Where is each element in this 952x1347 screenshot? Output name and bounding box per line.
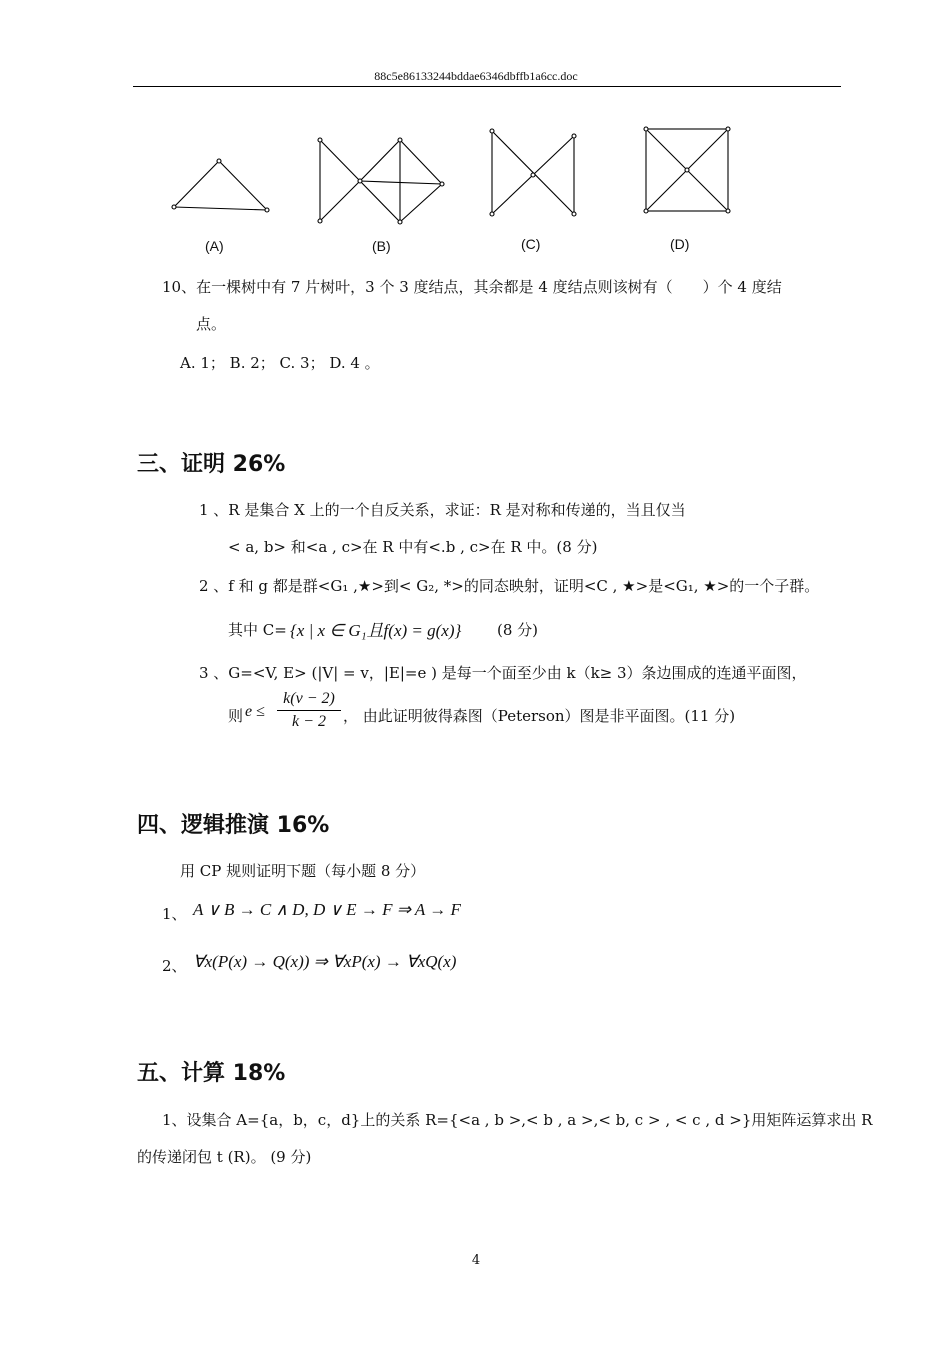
section5-p1-line2: 的传递闭包 t (R)。 (9 分)	[137, 1148, 312, 1166]
section4-p2-math: ∀x(P(x) → Q(x)) ⇒ ∀xP(x) → ∀xQ(x)	[193, 952, 457, 971]
section5-heading: 五、计算 18%	[137, 1061, 286, 1086]
section3-p1-line2: < a, b> 和<a , c>在 R 中有<.b , c>在 R 中。(8 分)	[228, 538, 598, 556]
graph-label-b: (B)	[372, 238, 391, 254]
section3-p3-rest: ， 由此证明彼得森图（Peterson）图是非平面图。(11 分)	[343, 707, 736, 725]
section3-p3-fraction	[277, 690, 341, 731]
fraction-denominator: k − 2	[292, 713, 326, 730]
section3-p3-lhs: e ≤	[245, 703, 265, 720]
header-filename: 88c5e86133244bddae6346dbffb1a6cc.doc	[374, 69, 578, 83]
fraction-bar	[277, 710, 341, 711]
section3-p3-line1: 3 、G=<V, E> (|V| = v，|E|=e ) 是每一个面至少由 k（k≥ 3）条边围成的连通平面图，	[199, 664, 807, 682]
graph-label-d: (D)	[670, 236, 690, 252]
section4-p1-math: A ∨ B → C ∧ D, D ∨ E → F ⇒ A → F	[193, 900, 461, 919]
graph-label-a: (A)	[205, 238, 224, 254]
section4-intro: 用 CP 规则证明下题（每小题 8 分）	[180, 862, 426, 880]
section3-p1-line1: 1 、R 是集合 X 上的一个自反关系，求证：R 是对称和传递的，当且仅当	[199, 501, 686, 519]
q10-line1: 10、在一棵树中有 7 片树叶，3 个 3 度结点，其余都是 4 度结点则该树有（ ）个 4 度结	[162, 278, 782, 296]
section3-p2-math: {x | x ∈ G₁且f(x) = g(x)}	[290, 621, 462, 640]
q10-line2: 点。	[196, 315, 227, 333]
fraction-numerator: k(v − 2)	[283, 690, 335, 707]
graph-d	[0, 0, 952, 240]
section3-p2-prefix: 其中 C=	[228, 621, 287, 639]
section3-p2-score: (8 分)	[497, 621, 539, 639]
section5-p1-line1: 1、设集合 A={a，b，c，d}上的关系 R={<a , b >,< b , a >,< b, c > , < c , d >}用矩阵运算求出 R	[162, 1111, 873, 1129]
section3-heading: 三、证明 26%	[137, 452, 286, 477]
q10-options: A. 1； B. 2； C. 3； D. 4 。	[180, 354, 380, 372]
section4-heading: 四、逻辑推演 16%	[137, 813, 330, 838]
section3-p3-prefix: 则	[228, 707, 244, 725]
graph-label-c: (C)	[521, 236, 541, 252]
section4-p1-num: 1、	[162, 905, 187, 923]
section3-p2-line1: 2 、f 和 g 都是群<G₁ ,★>到< G₂, *>的同态映射，证明<C , ★>是<G₁, ★>的一个子群。	[199, 577, 820, 595]
page-number: 4	[471, 1253, 481, 1268]
section4-p2-num: 2、	[162, 957, 187, 975]
